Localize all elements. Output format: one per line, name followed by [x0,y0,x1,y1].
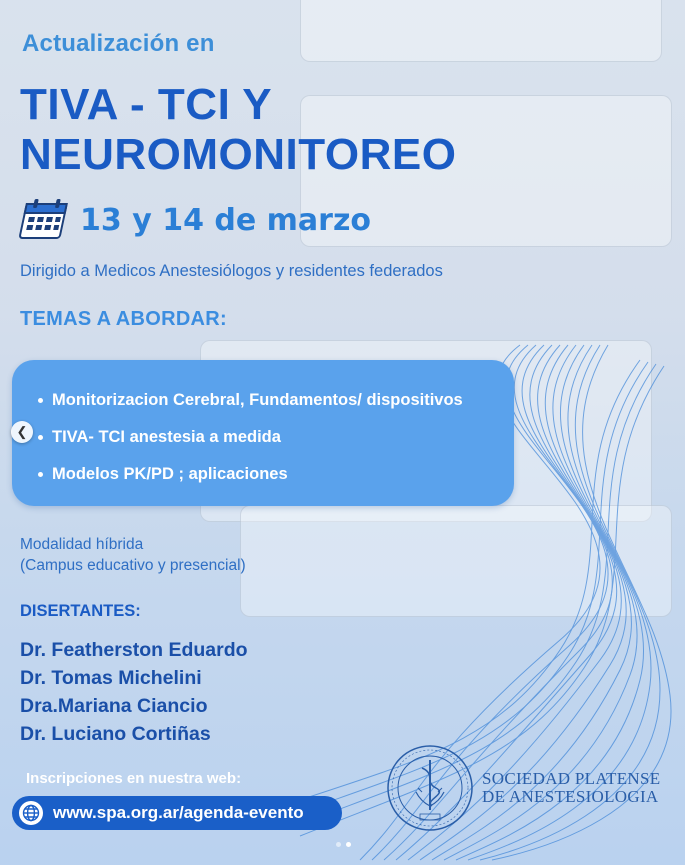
society-logo [386,744,660,832]
topics-list [12,360,514,493]
carousel-dot-active[interactable] [346,842,351,847]
speaker-name: Dr. Luciano Cortiñas [20,723,211,745]
title-line-2: NEUROMONITOREO [20,130,457,179]
speakers-heading: DISERTANTES: [20,602,141,620]
society-name-line-2: DE ANESTESIOLOGIA [482,787,659,806]
registration-url-link[interactable] [12,796,342,830]
calendar-icon [18,198,70,242]
carousel-dot[interactable] [336,842,341,847]
date-row [18,196,371,244]
chevron-left-icon: ❮ [16,424,28,439]
speaker-name: Dr. Tomas Michelini [20,667,202,689]
eyebrow-title: Actualización en [22,30,215,57]
title-line-1: TIVA - TCI Y [20,80,273,129]
carousel-indicators [336,842,351,847]
topics-card [12,360,514,506]
globe-icon [19,801,43,825]
society-name [482,770,660,806]
topic-item: Monitorizacion Cerebral, Fundamentos/ dispositivos [52,382,514,419]
modality-text [20,534,246,576]
speaker-name: Dra.Mariana Ciancio [20,695,208,717]
registration-label: Inscripciones en nuestra web: [26,770,242,787]
speakers-list [20,636,248,748]
page-title [20,80,456,180]
society-name-line-1: SOCIEDAD PLATENSE [482,769,661,788]
event-date: 13 y 14 de marzo [80,202,372,238]
topic-item: TIVA- TCI anestesia a medida [52,419,514,456]
audience-text: Dirigido a Medicos Anestesiólogos y residentes federados [20,262,443,280]
topic-item: Modelos PK/PD ; aplicaciones [52,456,514,493]
modality-line-2: (Campus educativo y presencial) [20,557,246,574]
society-seal-icon [386,744,474,832]
carousel-prev-button[interactable] [11,421,33,443]
registration-url: www.spa.org.ar/agenda-evento [53,803,304,822]
speaker-name: Dr. Featherston Eduardo [20,639,248,661]
topics-heading: TEMAS A ABORDAR: [20,308,228,330]
modality-line-1: Modalidad híbrida [20,536,144,553]
